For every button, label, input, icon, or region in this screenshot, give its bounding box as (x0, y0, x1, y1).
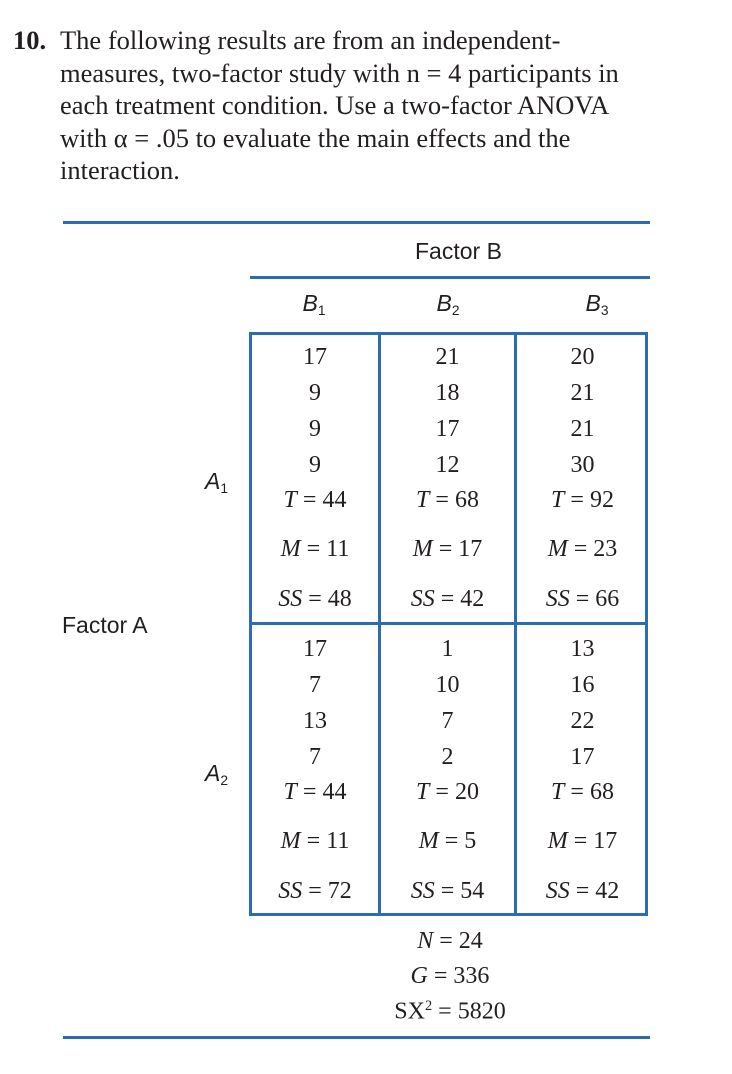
stat-symbol: M (412, 536, 433, 562)
score-value: 16 (570, 672, 595, 698)
stat-symbol: SS (278, 878, 303, 904)
problem-line-2: measures, two-factor study with n = 4 participants in (60, 57, 619, 88)
score-value: 21 (570, 380, 595, 406)
score-value: 12 (435, 452, 460, 478)
bottom-rule (63, 1036, 650, 1039)
total-value: T = 68 (416, 487, 479, 513)
total-value: T = 68 (551, 779, 614, 805)
summary-sx2: $SX^2 = 5820$ (394, 998, 506, 1025)
column-header-b2: $B_2$ (436, 290, 460, 319)
score-value: 1 (441, 636, 454, 662)
stat-symbol: T (551, 779, 565, 805)
factor-b-rule (250, 276, 650, 279)
stat-symbol: T (416, 779, 430, 805)
ss-value: SS = 54 (410, 878, 485, 904)
problem-line-4: with α = .05 to evaluate the main effects and the (60, 122, 571, 153)
cell-a2-b1 (252, 636, 378, 916)
total-value: T = 44 (283, 779, 347, 805)
superscript-2: 2 (424, 998, 433, 1014)
score-value: 20 (570, 344, 595, 370)
score-value: 13 (303, 708, 327, 734)
problem-number: 10. (13, 25, 47, 55)
score-value: 9 (309, 452, 321, 478)
score-value: 22 (570, 708, 595, 734)
score-value: 7 (441, 708, 454, 734)
mean-value: M = 11 (280, 828, 350, 854)
summary-n: N = 24 (417, 928, 483, 954)
cell-a1-b2 (381, 344, 514, 624)
stat-symbol: M (547, 828, 568, 854)
row-header-a2: $A_2$ (205, 760, 229, 789)
score-value: 9 (309, 380, 321, 406)
stat-symbol: T (551, 487, 565, 513)
ss-value: SS = 72 (278, 878, 352, 904)
top-rule (63, 221, 650, 224)
score-value: 13 (570, 636, 595, 662)
score-value: 17 (435, 416, 460, 442)
factor-a-label: Factor A (62, 612, 148, 638)
mean-value: M = 17 (412, 536, 483, 562)
factor-b-label: Factor B (415, 238, 502, 264)
score-value: 21 (570, 416, 595, 442)
stat-symbol: G (410, 963, 428, 989)
score-value: 17 (303, 344, 327, 370)
score-value: 7 (309, 744, 321, 770)
stat-symbol: T (283, 779, 297, 805)
mean-value: M = 17 (547, 828, 618, 854)
ss-value: SS = 66 (545, 586, 620, 612)
row-header-a2-label: A (205, 760, 221, 786)
column-header-b3-label: B (585, 290, 601, 316)
column-header-b2-label: B (436, 290, 452, 316)
stat-symbol: SS (410, 878, 435, 904)
score-value: 17 (303, 636, 327, 662)
ss-value: SS = 42 (545, 878, 620, 904)
cell-a1-b3 (517, 344, 648, 624)
ss-value: SS = 48 (278, 586, 352, 612)
score-value: 30 (570, 452, 595, 478)
stat-symbol: N (417, 928, 434, 954)
problem-line-1: The following results are from an independent- (60, 25, 561, 55)
score-value: 2 (441, 744, 454, 770)
stat-symbol: M (547, 536, 568, 562)
mean-value: M = 23 (547, 536, 618, 562)
stat-symbol: T (283, 487, 297, 513)
summary-g: G = 336 (410, 963, 490, 989)
stat-symbol: M (418, 828, 439, 854)
stat-symbol: M (280, 828, 301, 854)
cell-a2-b3 (517, 636, 648, 916)
cell-a1-b1 (252, 344, 378, 624)
ss-value: SS = 42 (410, 586, 485, 612)
problem-statement (13, 24, 713, 187)
score-value: 10 (435, 672, 460, 698)
total-value: T = 92 (551, 487, 614, 513)
mean-value: M = 11 (280, 536, 350, 562)
score-value: 17 (570, 744, 595, 770)
score-value: 18 (435, 380, 460, 406)
score-value: 9 (309, 416, 321, 442)
score-value: 21 (435, 344, 460, 370)
stat-symbol: SS (278, 586, 303, 612)
stat-symbol: SS (410, 586, 435, 612)
column-header-b1: $B_1$ (302, 290, 326, 319)
mean-value: M = 5 (418, 828, 477, 854)
row-header-a1: $A_1$ (205, 468, 229, 497)
stat-symbol: M (280, 536, 301, 562)
column-header-b3: $B_3$ (585, 290, 609, 319)
total-value: T = 20 (416, 779, 479, 805)
column-header-b1-label: B (302, 290, 318, 316)
row-header-a1-label: A (205, 468, 221, 494)
problem-line-5: interaction. (60, 155, 180, 186)
score-value: 7 (309, 672, 321, 698)
problem-line-3: each treatment condition. Use a two-factor ANOVA (60, 90, 610, 121)
total-value: T = 44 (283, 487, 347, 513)
stat-symbol: SS (545, 586, 570, 612)
stat-symbol: SS (545, 878, 570, 904)
stat-symbol: T (416, 487, 430, 513)
cell-a2-b2 (381, 636, 514, 916)
